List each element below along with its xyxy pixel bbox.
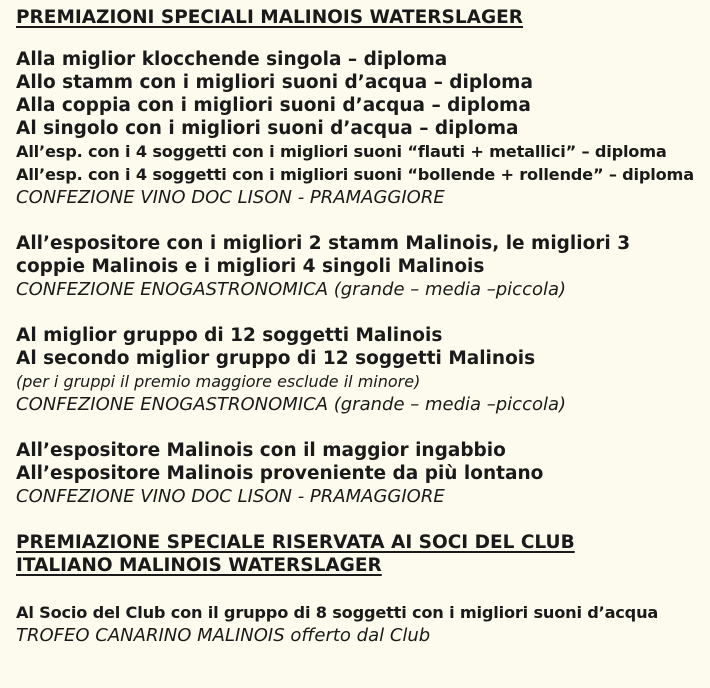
award-line: Al miglior gruppo di 12 soggetti Malinois xyxy=(16,325,443,346)
spacer xyxy=(16,508,696,531)
award-line: Alla miglior klocchende singola – diploma xyxy=(16,49,448,70)
award-prize: CONFEZIONE VINO DOC LISON - PRAMAGGIORE xyxy=(16,486,445,507)
spacer xyxy=(16,577,696,601)
section-title-line: PREMIAZIONE SPECIALE RISERVATA AI SOCI DEL CLUB xyxy=(16,532,575,553)
award-group-club xyxy=(16,601,696,647)
award-line: Allo stamm con i migliori suoni d’acqua – diploma xyxy=(16,72,533,93)
award-line: All’espositore Malinois proveniente da più lontano xyxy=(16,463,544,484)
award-line: Alla coppia con i migliori suoni d’acqua – diploma xyxy=(16,95,531,116)
award-note: (per i gruppi il premio maggiore esclude il minore) xyxy=(16,372,421,391)
award-line: coppie Malinois e i migliori 4 singoli Malinois xyxy=(16,256,485,277)
award-prize: CONFEZIONE VINO DOC LISON - PRAMAGGIORE xyxy=(16,187,445,208)
spacer xyxy=(16,29,696,48)
award-prize: TROFEO CANARINO MALINOIS offerto dal Club xyxy=(16,625,431,646)
award-line: Al Socio del Club con il gruppo di 8 soggetti con i migliori suoni d’acqua xyxy=(16,603,659,622)
award-group-2 xyxy=(16,232,696,301)
spacer xyxy=(16,209,696,232)
award-group-1 xyxy=(16,48,696,209)
award-line: All’esp. con i 4 soggetti con i migliori suoni “bollende + rollende” – diploma xyxy=(16,165,694,184)
award-group-4 xyxy=(16,439,696,508)
award-line: All’espositore Malinois con il maggior ingabbio xyxy=(16,440,506,461)
section-title-line: ITALIANO MALINOIS WATERSLAGER xyxy=(16,555,382,576)
spacer xyxy=(16,301,696,324)
award-line: All’espositore con i migliori 2 stamm Malinois, le migliori 3 xyxy=(16,233,631,254)
spacer xyxy=(16,416,696,439)
award-prize: CONFEZIONE ENOGASTRONOMICA (grande – media –piccola) xyxy=(16,394,567,415)
section-title-special-awards: PREMIAZIONI SPECIALI MALINOIS WATERSLAGER xyxy=(16,7,524,28)
award-group-3 xyxy=(16,324,696,416)
award-prize: CONFEZIONE ENOGASTRONOMICA (grande – media –piccola) xyxy=(16,279,567,300)
award-line: Al secondo miglior gruppo di 12 soggetti Malinois xyxy=(16,348,536,369)
award-line: All’esp. con i 4 soggetti con i migliori suoni “flauti + metallici” – diploma xyxy=(16,142,667,161)
section-title-club-members xyxy=(16,531,696,577)
award-line: Al singolo con i migliori suoni d’acqua – diploma xyxy=(16,118,519,139)
